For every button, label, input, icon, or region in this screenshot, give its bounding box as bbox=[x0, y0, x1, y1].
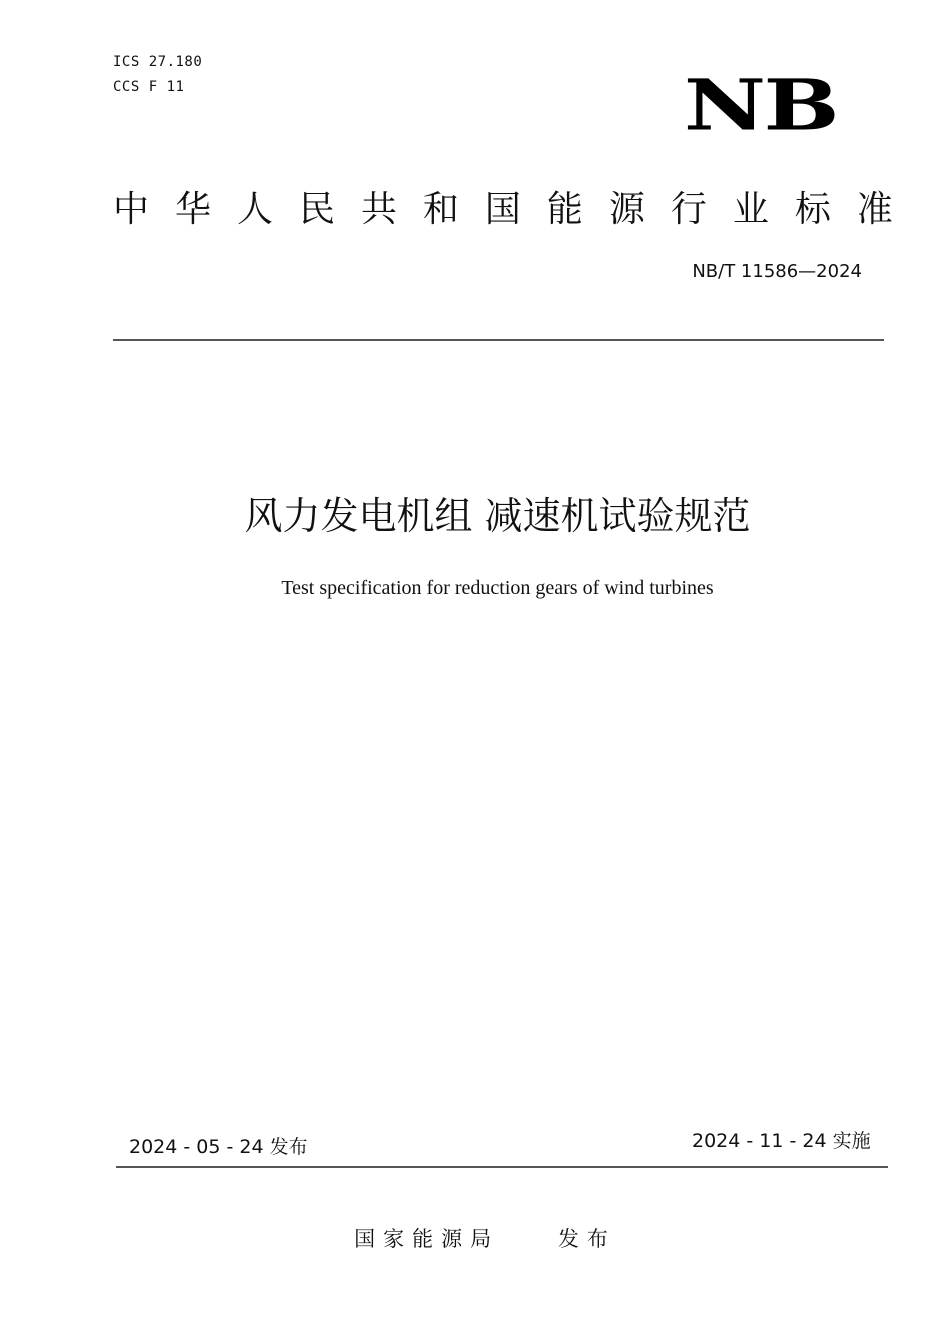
classification-codes bbox=[113, 50, 202, 100]
title-chinese: 风力发电机组 减速机试验规范 bbox=[244, 494, 751, 538]
implementation-date: 2024 - 11 - 24 实施 bbox=[692, 1130, 871, 1152]
ccs-code: CCS F 11 bbox=[113, 79, 185, 95]
standard-type-char: 行 bbox=[670, 189, 707, 230]
standard-type-char: 和 bbox=[422, 189, 459, 230]
title-english: Test specification for reduction gears of wind turbines bbox=[281, 577, 714, 599]
standard-type-char: 华 bbox=[174, 189, 211, 230]
standard-type-char: 标 bbox=[794, 189, 831, 230]
ics-code: ICS 27.180 bbox=[113, 54, 203, 70]
top-divider bbox=[113, 339, 884, 341]
standard-type-char: 中 bbox=[113, 189, 150, 230]
standard-number: NB/T 11586—2024 bbox=[692, 261, 862, 282]
standard-type-char: 人 bbox=[236, 189, 273, 230]
nb-logo: NB bbox=[684, 64, 838, 147]
standard-type-heading bbox=[113, 184, 893, 236]
standard-type-char: 国 bbox=[484, 189, 521, 230]
standard-type-char: 业 bbox=[732, 189, 769, 230]
standard-type-char: 源 bbox=[608, 189, 645, 230]
bottom-divider bbox=[116, 1166, 888, 1168]
publisher: 国家能源局 发布 bbox=[354, 1227, 616, 1251]
standard-type-char: 准 bbox=[856, 189, 893, 230]
standard-type-char: 能 bbox=[546, 189, 583, 230]
issue-date: 2024 - 05 - 24 发布 bbox=[129, 1136, 308, 1158]
standard-type-char: 共 bbox=[360, 189, 397, 230]
standard-type-char: 民 bbox=[298, 189, 335, 230]
